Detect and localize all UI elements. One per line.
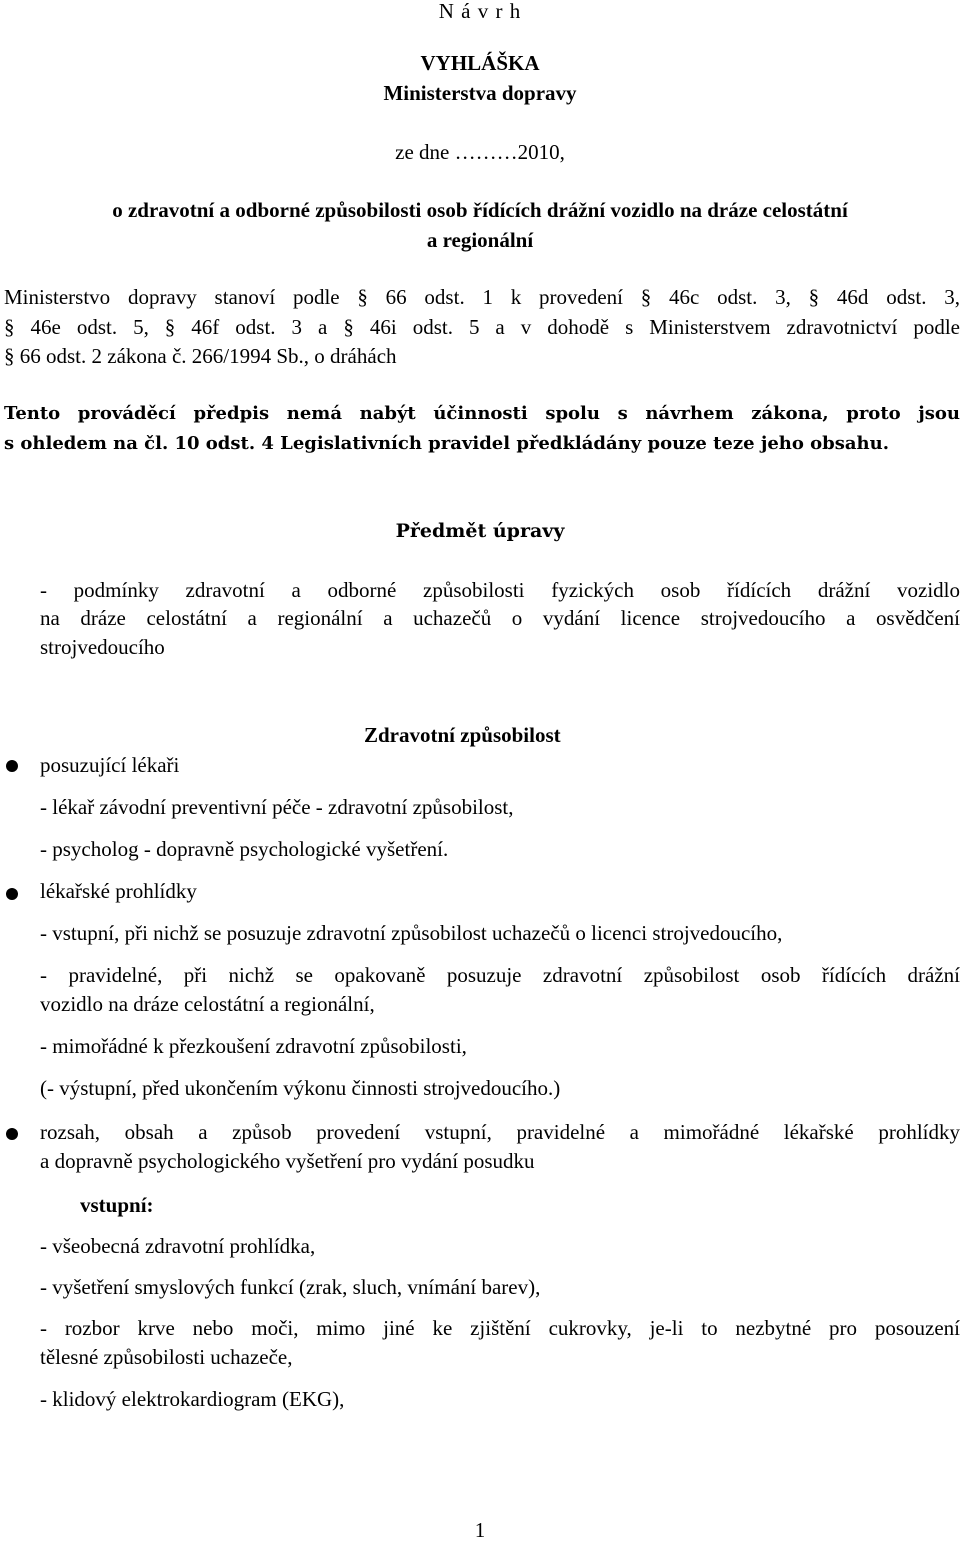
list-item: - psycholog - dopravně psychologické vyšetření. (40, 837, 449, 861)
subject-line-b: na dráze celostátní a regionální a uchazečů o vydání licence strojvedoucího a osvědčení (40, 606, 960, 630)
preamble-line-2: § 46e odst. 5, § 46f odst. 3 a § 46i odst. 5 a v dohodě s Ministerstvem zdravotnictví podle (4, 315, 960, 339)
subject-line-2: a regionální (426, 228, 534, 252)
document-type: VYHLÁŠKA (420, 51, 540, 75)
list-item-continuation: tělesné způsobilosti uchazeče, (40, 1345, 293, 1369)
sub-heading-vstupni: vstupní: (80, 1193, 154, 1217)
section-heading-health: Zdravotní způsobilost (364, 723, 561, 747)
list-item: - všeobecná zdravotní prohlídka, (40, 1234, 316, 1258)
bullet-posuzujici-lekari: posuzující lékaři (40, 753, 180, 777)
preamble-line-1: Ministerstvo dopravy stanoví podle § 66 odst. 1 k provedení § 46c odst. 3, § 46d odst. 3, (4, 285, 960, 309)
bullet-dot (6, 1128, 18, 1140)
draft-label: N á v r h (438, 0, 522, 23)
list-item: - pravidelné, při nichž se opakovaně posuzuje zdravotní způsobilost osob řídících drážní (40, 963, 960, 987)
section-heading-subject: Předmět úpravy (395, 520, 565, 542)
issuer: Ministerstva dopravy (383, 81, 577, 105)
bullet-rozsah-continuation: a dopravně psychologického vyšetření pro vydání posudku (40, 1149, 535, 1173)
notice-line-1: Tento prováděcí předpis nemá nabýt účinnosti spolu s návrhem zákona, proto jsou (4, 403, 960, 424)
page-number: 1 (474, 1518, 486, 1542)
bullet-dot (6, 888, 18, 900)
list-item: - mimořádné k přezkoušení zdravotní způsobilosti, (40, 1034, 467, 1058)
subject-line-1: o zdravotní a odborné způsobilosti osob řídících drážní vozidlo na dráze celostátní (112, 198, 848, 222)
list-item: - vstupní, při nichž se posuzuje zdravotní způsobilost uchazečů o licenci strojvedoucího, (40, 921, 783, 945)
subject-line-c: strojvedoucího (40, 635, 165, 659)
bullet-dot (6, 760, 18, 772)
list-item: - vyšetření smyslových funkcí (zrak, sluch, vnímání barev), (40, 1275, 541, 1299)
list-item: - klidový elektrokardiogram (EKG), (40, 1387, 345, 1411)
bullet-lekarske-prohlidky: lékařské prohlídky (40, 879, 197, 903)
bullet-rozsah: rozsah, obsah a způsob provedení vstupní, pravidelné a mimořádné lékařské prohlídky (40, 1120, 960, 1144)
list-item: - lékař závodní preventivní péče - zdravotní způsobilost, (40, 795, 514, 819)
date-line: ze dne ………2010, (395, 140, 565, 164)
list-item-continuation: vozidlo na dráze celostátní a regionální, (40, 992, 375, 1016)
list-item: - rozbor krve nebo moči, mimo jiné ke zjištění cukrovky, je-li to nezbytné pro posouzení (40, 1316, 960, 1340)
list-item: (- výstupní, před ukončením výkonu činnosti strojvedoucího.) (40, 1076, 561, 1100)
preamble-line-3: § 66 odst. 2 zákona č. 266/1994 Sb., o dráhách (4, 344, 397, 368)
notice-line-2: s ohledem na čl. 10 odst. 4 Legislativních pravidel předkládány pouze teze jeho obsahu. (4, 433, 889, 454)
subject-line-a: - podmínky zdravotní a odborné způsobilosti fyzických osob řídících drážní vozidlo (40, 578, 960, 602)
